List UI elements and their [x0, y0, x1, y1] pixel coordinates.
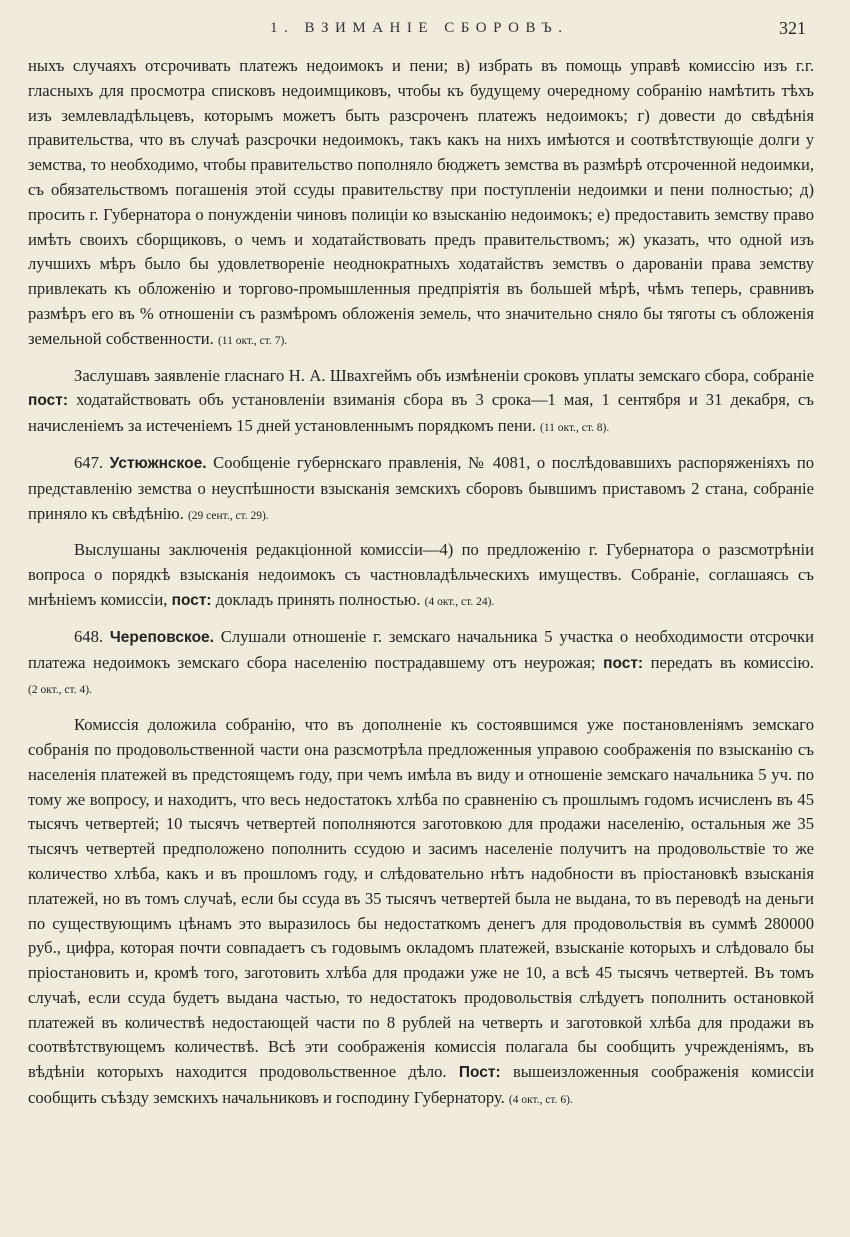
paragraph-continuation	[28, 54, 814, 354]
paragraph-lead: Выслушаны заключенія редакціонной комиссіи—4) по предложенію г. Губернатора о разсмотрѣніи вопроса о порядкѣ взысканія недоимокъ съ частновладѣльческихъ имуществъ. Собраніе, соглашаясь съ мнѣніемъ комиссіи,	[28, 540, 814, 609]
district-name: Череповское.	[109, 628, 214, 646]
page-number: 321	[779, 18, 806, 38]
citation: (11 окт., ст. 7).	[217, 334, 288, 347]
paragraph-text: ходатайствовать объ установленіи взиманія сбора въ 3 срока—1 мая, 1 сентября и 31 декабря, съ начисленіемъ за истеченіемъ 15 дней установленнымъ порядкомъ пени.	[28, 390, 815, 436]
resolution-marker: пост:	[28, 392, 68, 410]
paragraph-commission-conclusion	[28, 538, 814, 614]
paragraph-text: Сообщеніе губернскаго правленія, № 4081, о послѣдовавшихъ распоряженіяхъ по представленію земства о неуспѣшности взысканія земскихъ сборовъ бывшимъ приставомъ 2 стана, собраніе приняло къ свѣдѣнію.	[28, 452, 815, 523]
paragraph-lead: Слушали отношеніе г. земскаго начальника 5 участка о необходимости отсрочки платежа недоимокъ земскаго сбора населенію пострадавшему отъ неурожая;	[28, 626, 814, 672]
paragraph-commission-report	[28, 713, 814, 1113]
citation: (4 окт., ст. 6).	[508, 1094, 573, 1107]
citation: (2 окт., ст. 4).	[28, 684, 92, 697]
running-header	[0, 16, 850, 50]
citation: (29 сент., ст. 29).	[187, 509, 269, 522]
paragraph-shvakhgeim	[28, 364, 814, 441]
citation: (4 окт., ст. 24).	[424, 595, 495, 608]
resolution-marker: пост:	[171, 591, 212, 609]
paragraph-lead: Заслушавъ заявленіе гласнаго Н. А. Швахгеймъ объ измѣненіи сроковъ уплаты земскаго сбора, собраніе	[74, 365, 814, 385]
resolution-marker: пост:	[603, 654, 644, 672]
paragraph-text: вышеизложенныя соображенія комиссіи сообщить съѣзду земскихъ начальниковъ и господину Губернатору.	[28, 1062, 814, 1108]
document-body	[28, 54, 814, 1113]
paragraph-text: докладъ принять полностью.	[215, 589, 421, 609]
district-name: Устюжнское.	[109, 454, 207, 472]
resolution-marker: Пост:	[458, 1064, 501, 1082]
entry-number: 647.	[74, 452, 104, 472]
paragraph-648	[28, 625, 814, 703]
citation: (11 окт., ст. 8).	[540, 422, 610, 435]
paragraph-text: передать въ комиссію.	[650, 652, 815, 672]
paragraph-lead: Комиссія доложила собранію, что въ дополненіе къ состоявшимся уже постановленіямъ земскаго собранія по продовольственной части она разсмотрѣла предложенныя управою соображенія по взысканію съ населенія платежей въ предстоящемъ году, при чемъ имѣла въ виду и отношеніе земскаго начальника 5 уч. по тому же вопросу, и находитъ, что весь недостатокъ хлѣба по сравненію съ прошлымъ годомъ исчисленъ въ 45 тысячъ четвертей; 10 тысячъ четвертей пополняются заготовкою для продажи населенію, остальныя же 35 тысячъ четвертей предположено пополнить ссудою и засимъ населеніе получитъ на продовольствіе то же количество хлѣба, какъ и въ прошломъ году, и слѣдовательно нѣтъ надобности въ пріостановкѣ взысканія платежей, но въ томъ случаѣ, если бы ссуда въ 35 тысячъ четвертей была не выдана, то въ переводѣ на деньги по существующимъ цѣнамъ это выразилось бы недостаткомъ денегъ для продовольствія въ суммѣ 280000 руб., цифра, которая почти совпадаетъ съ годовымъ окладомъ платежей, взысканіе которыхъ и слѣдовало бы пріостановить и, кромѣ того, заготовить хлѣба для продажи уже не 10, а всѣ 45 тысячъ четвертей. Въ томъ случаѣ, если ссуда будетъ выдана частью, то недостатокъ продовольствія слѣдуетъ пополнить остановкой платежей въ количествѣ недостающей части по 8 рублей на четверть и заготовкой хлѣба для продажи въ соотвѣтствующемъ количествѣ. Всѣ эти соображенія комиссія полагала бы сообщить учрежденіямъ, въ вѣдѣніи которыхъ находится продовольственное дѣло.	[28, 715, 814, 1082]
entry-number: 648.	[74, 626, 104, 646]
paragraph-text: ныхъ случаяхъ отсрочивать платежъ недоимокъ и пени; в) избрать въ помощь управѣ комиссію изъ г.г. гласныхъ для просмотра списковъ недоимщиковъ, чтобы къ будущему очередному собранію намѣтить тѣхъ изъ землевладѣльцевъ, которымъ можетъ быть разсроченъ платежъ недоимокъ; г) довести до свѣдѣнія правительства, что въ случаѣ разсрочки недоимокъ, такъ какъ на нихъ имѣются и соотвѣтствующіе долги у земства, то необходимо, чтобы правительство пополняло бюджетъ земства въ размѣрѣ отсроченной недоимки, съ обязательствомъ погашенія этой ссуды правительству при поступленіи недоимки и пени полностью; д) просить г. Губернатора о понужденіи чиновъ полиціи ко взысканію недоимокъ; е) предоставить земству право имѣть своихъ сборщиковъ, о чемъ и ходатайствовать предъ правительствомъ; ж) указать, что одной изъ лучшихъ мѣръ было бы удовлетвореніе неоднократныхъ ходатайствъ земствъ о дарованіи права земству привлекать къ обложенію и торгово-промышленныя предпріятія въ большей мѣрѣ, чѣмъ теперь, сравнивъ размѣръ его въ % отношеніи съ размѣромъ обложенія земель, что значительно сняло бы тяготы съ обложенія земельной собственности.	[28, 56, 814, 348]
paragraph-647	[28, 451, 814, 528]
section-title: 1. ВЗИМАНІЕ СБОРОВЪ.	[270, 20, 569, 36]
